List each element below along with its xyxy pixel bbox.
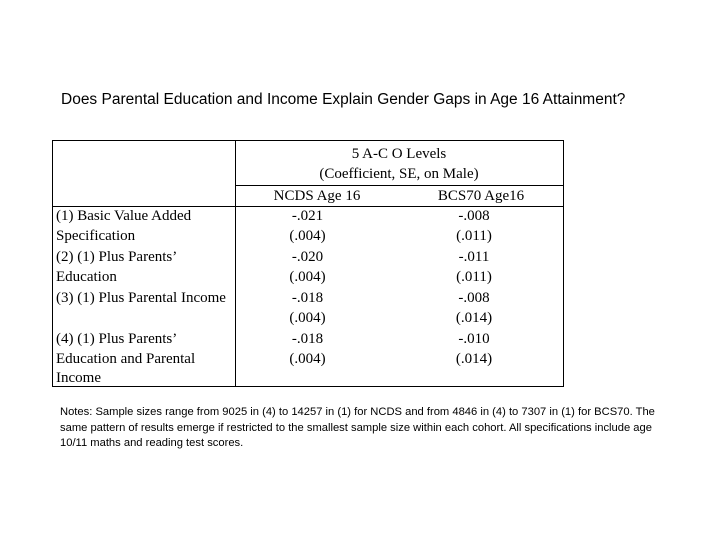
bcs70-se: (.014) [455,351,493,367]
ncds-coefficient: -.020 [291,249,324,265]
bcs70-se: (.014) [455,310,493,326]
row-label: Education and Parental [56,351,196,367]
results-table [52,140,564,387]
row-label: Income [56,370,101,386]
ncds-coefficient: -.021 [291,208,324,224]
row-label: (3) (1) Plus Parental Income [56,290,226,306]
bcs70-se: (.011) [456,228,492,244]
bcs70-coefficient: -.008 [458,208,490,224]
ncds-se: (.004) [289,351,326,367]
row-label: (1) Basic Value Added [56,208,192,224]
row-label: (4) (1) Plus Parents’ [56,331,178,347]
table-notes: Notes: Sample sizes range from 9025 in (4) to 14257 in (1) for NCDS and from 4846 in (4) to 7307 in (1) for BCS70. The same pattern of results emerge if restricted to the smallest sample size within each cohort. All specifications include age 10/11 maths and reading test scores. [60,406,655,449]
row-label: (2) (1) Plus Parents’ [56,249,178,265]
row-label: Education [56,269,117,285]
page-title: Does Parental Education and Income Explain Gender Gaps in Age 16 Attainment? [61,91,626,108]
table-header-subtitle: (Coefficient, SE, on Male) [319,166,479,182]
ncds-coefficient: -.018 [291,290,324,306]
column-header-ncds: NCDS Age 16 [273,188,361,204]
bcs70-coefficient: -.010 [458,331,490,347]
bcs70-coefficient: -.011 [458,249,490,265]
ncds-se: (.004) [289,269,326,285]
bcs70-se: (.011) [456,269,492,285]
bcs70-coefficient: -.008 [458,290,490,306]
column-header-bcs70: BCS70 Age16 [437,188,525,204]
row-label: Specification [56,228,136,244]
ncds-se: (.004) [289,310,326,326]
ncds-se: (.004) [289,228,326,244]
table-header-title: 5 A-C O Levels [351,146,447,162]
ncds-coefficient: -.018 [291,331,324,347]
